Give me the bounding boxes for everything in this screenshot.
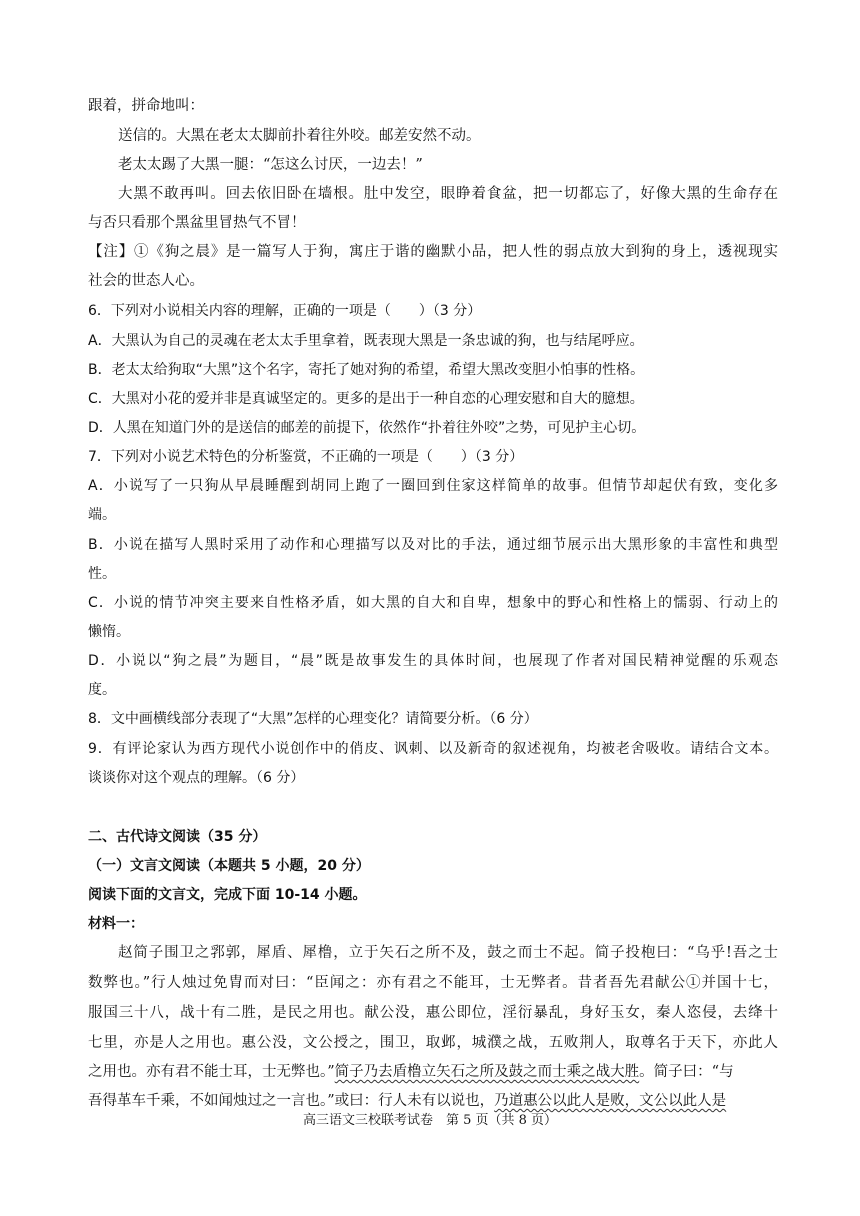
story-line: 送信的。大黑在老太太脚前扑着往外咬。邮差安然不动。 — [118, 128, 481, 144]
option-7c-cont: 懒惰。 — [88, 624, 130, 640]
option-6b: B．老太太给狗取“大黑”这个名字，寄托了她对狗的希望，希望大黑改变胆小怕事的性格。 — [88, 362, 645, 378]
page-footer: 高三语文三校联考试卷 第 5 页（共 8 页） — [302, 1113, 558, 1128]
story-line: 大黑不敢再叫。回去依旧卧在墙根。肚中发空，眼睁着食盆，把一切都忘了，好像大黑的生命存在 — [118, 186, 778, 202]
section-title: 二、古代诗文阅读（35 分） — [88, 829, 267, 845]
classical-line: 服国三十八，战十有二胜，是民之用也。献公没，惠公即位，淫衍暴乱，身好玉女，秦人恣侵，去绛十 — [88, 1005, 778, 1021]
question-8: 8．文中画横线部分表现了“大黑”怎样的心理变化？请简要分析。（6 分） — [88, 711, 538, 727]
classical-line — [88, 1091, 778, 1111]
classical-text: 吾得革车千乘，不如闻烛过之一言也。”或曰：行人未有以说也， — [88, 1093, 495, 1109]
classical-line: 赵简子围卫之郛郭，犀盾、犀橹，立于矢石之所不及，鼓之而士不起。简子投枹曰：“乌乎!吾之士 — [118, 945, 778, 961]
option-7d-cont: 度。 — [88, 682, 116, 698]
option-7d: D．小说以“狗之晨”为题目，“晨”既是故事发生的具体时间，也展现了作者对国民精神觉醒的乐观态 — [88, 653, 778, 669]
option-7a: A．小说写了一只狗从早晨睡醒到胡同上跑了一圈回到住家这样简单的故事。但情节却起伏有致，变化多 — [88, 478, 778, 494]
classical-line — [88, 1062, 778, 1082]
section-instruction: 阅读下面的文言文，完成下面 10-14 小题。 — [88, 887, 367, 903]
section-subtitle: （一）文言文阅读（本题共 5 小题，20 分） — [88, 858, 370, 874]
material-label: 材料一： — [88, 916, 144, 932]
option-6c: C．大黑对小花的爱并非是真诚坚定的。更多的是出于一种自恋的心理安慰和自大的臆想。 — [88, 391, 644, 407]
classical-line: 数弊也。”行人烛过免胄而对曰：“臣闻之：亦有君之不能耳，士无弊者。昔者吾先君献公①并国十七， — [88, 975, 778, 991]
underlined-sentence: 简子乃去盾橹立矢石之所及鼓之而士乘之战大胜 — [334, 1064, 640, 1080]
option-6a: A．大黑认为自己的灵魂在老太太手里拿着，既表现大黑是一条忠诚的狗，也与结尾呼应。 — [88, 333, 644, 349]
underlined-sentence: 乃道惠公以此人是败，文公以此人是 — [494, 1093, 727, 1109]
option-6d: D．人黑在知道门外的是送信的邮差的前提下，依然作“扑着往外咬”之势，可见护主心切。 — [88, 420, 646, 436]
classical-line: 七里，亦是人之用也。惠公没，文公授之，围卫，取邺，城濮之战，五败荆人，取尊名于天下，亦此人 — [88, 1035, 778, 1051]
question-9: 9．有评论家认为西方现代小说创作中的俏皮、讽刺、以及新奇的叙述视角，均被老舍吸收。请结合文本。 — [88, 741, 778, 757]
note-line: 社会的世态人心。 — [88, 273, 204, 289]
classical-text: 。简子曰：“与 — [639, 1064, 734, 1080]
option-7b: B．小说在描写人黑时采用了动作和心理描写以及对比的手法，通过细节展示出大黑形象的丰富性和典型 — [88, 537, 778, 553]
option-7a-cont: 端。 — [88, 507, 116, 523]
story-line: 老太太踢了大黑一腿：“怎这么讨厌，一边去！” — [118, 157, 423, 173]
story-line: 跟着，拼命地叫： — [88, 98, 204, 114]
story-line: 与否只看那个黑盆里冒热气不冒！ — [88, 215, 306, 231]
question-7: 7．下列对小说艺术特色的分析鉴赏，不正确的一项是（ ）（3 分） — [88, 449, 524, 465]
option-7c: C．小说的情节冲突主要来自性格矛盾，如大黑的自大和自卑，想象中的野心和性格上的懦弱、行动上的 — [88, 595, 778, 611]
option-7b-cont: 性。 — [88, 566, 116, 582]
note-line: 【注】①《狗之晨》是一篇写人于狗，寓庄于谐的幽默小品，把人性的弱点放大到狗的身上，透视现实 — [88, 244, 778, 260]
question-6: 6．下列对小说相关内容的理解，正确的一项是（ ）（3 分） — [88, 303, 482, 319]
question-9-cont: 谈谈你对这个观点的理解。（6 分） — [88, 770, 305, 786]
classical-text: 之用也。亦有君不能士耳，士无弊也。” — [88, 1064, 335, 1080]
